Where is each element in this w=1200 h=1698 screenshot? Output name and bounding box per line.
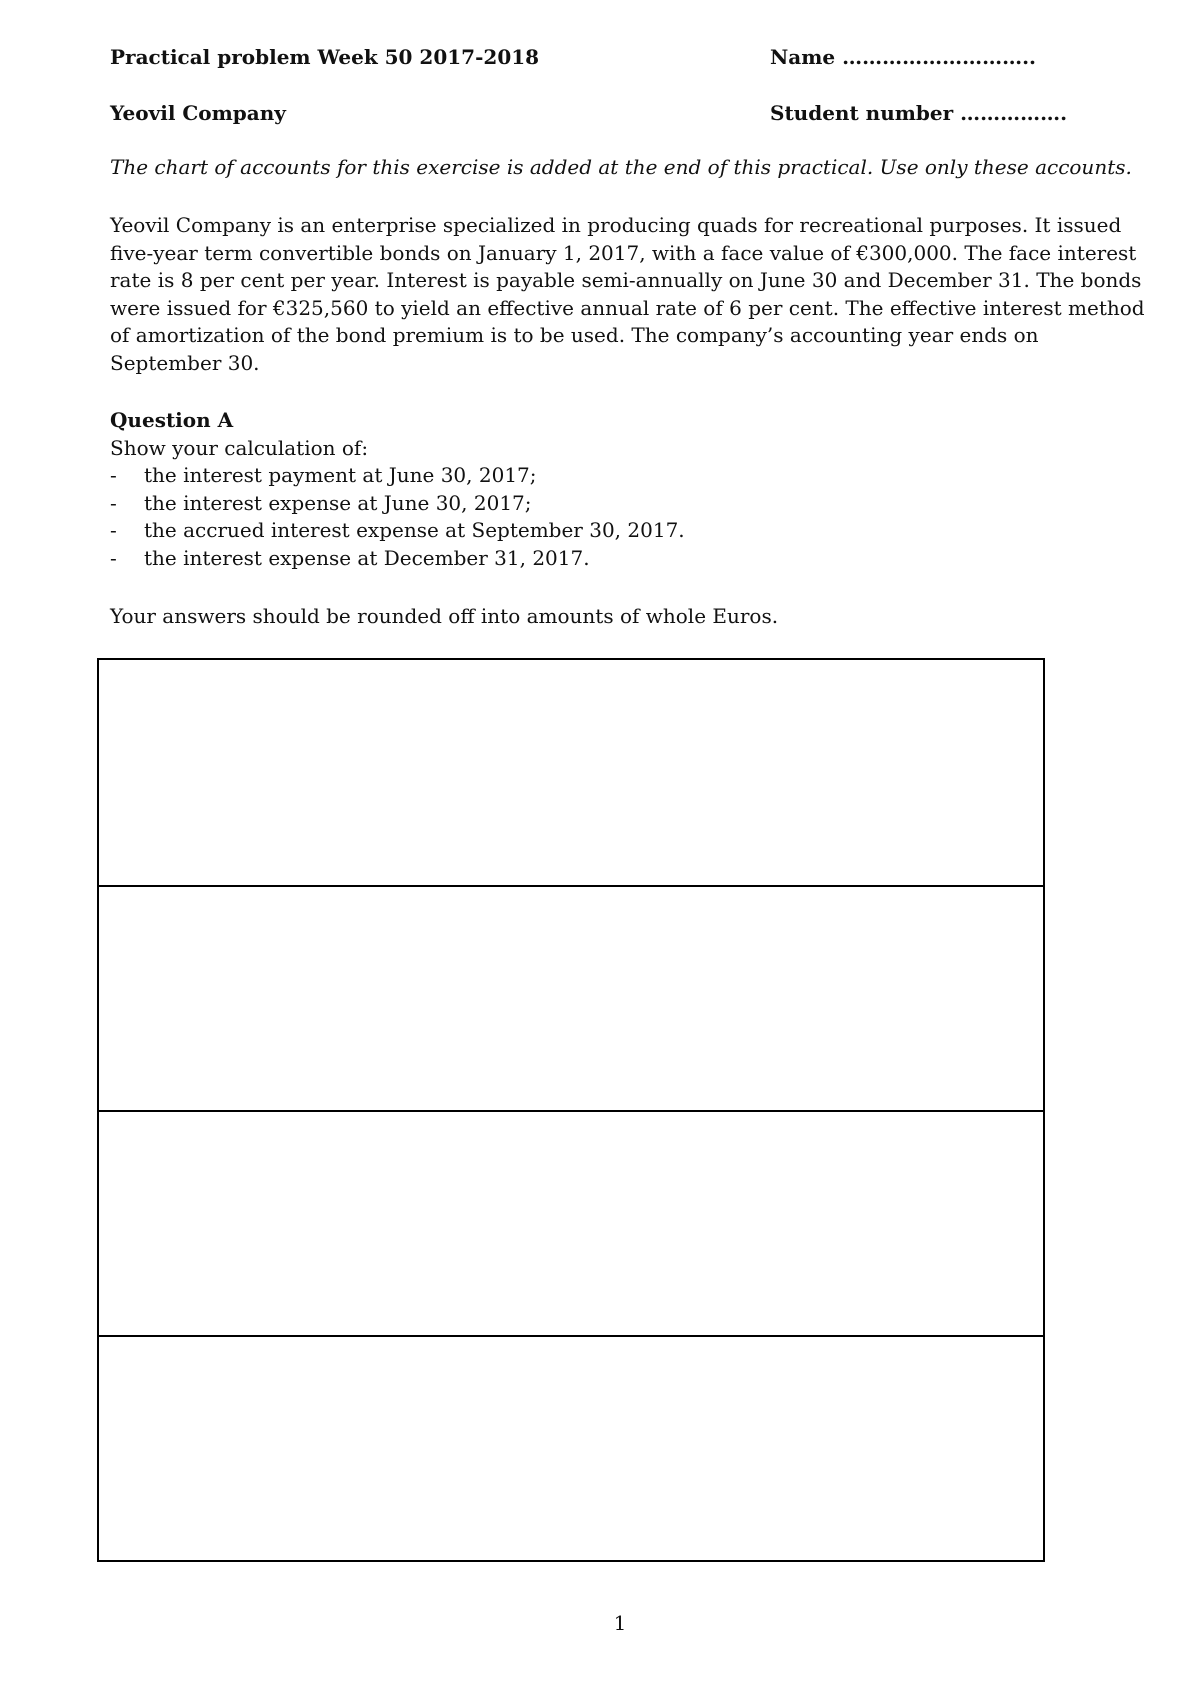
student-number-field-label: Student number ……………. xyxy=(770,101,1068,125)
company-name: Yeovil Company xyxy=(110,101,286,125)
list-item-text: the interest expense at December 31, 2017. xyxy=(144,545,590,570)
answer-box-3[interactable] xyxy=(99,1110,1043,1334)
rounding-instruction: Your answers should be rounded off into amounts of whole Euros. xyxy=(110,604,779,628)
name-field-label: Name ……………………….. xyxy=(770,45,1037,69)
list-item-text: the accrued interest expense at September 30, 2017. xyxy=(144,518,685,542)
chart-of-accounts-note: The chart of accounts for this exercise is added at the end of this practical. Use only these accounts. xyxy=(110,155,1132,179)
list-bullet: - xyxy=(110,490,117,515)
case-description-line: were issued for €325,560 to yield an effective annual rate of 6 per cent. The effective interest method xyxy=(110,295,1145,320)
question-a-list xyxy=(110,462,685,572)
answer-box-4[interactable] xyxy=(99,1335,1043,1560)
question-a-section xyxy=(110,407,685,572)
page-number: 1 xyxy=(613,1611,627,1635)
list-item xyxy=(110,462,685,490)
list-bullet: - xyxy=(110,463,117,487)
list-bullet: - xyxy=(110,518,117,542)
case-description xyxy=(110,212,1145,377)
answer-box-1[interactable] xyxy=(99,660,1043,884)
list-item-text: the interest expense at June 30, 2017; xyxy=(144,490,532,515)
question-a-title: Question A xyxy=(110,408,234,432)
document-title: Practical problem Week 50 2017-2018 xyxy=(110,45,540,69)
case-description-line: Yeovil Company is an enterprise specialized in producing quads for recreational purposes. It issued xyxy=(110,213,1122,237)
question-a-prompt: Show your calculation of: xyxy=(110,435,369,460)
case-description-line: September 30. xyxy=(110,350,260,375)
case-description-line: rate is 8 per cent per year. Interest is payable semi-annually on June 30 and December 31. The bonds xyxy=(110,268,1142,292)
answer-box-2[interactable] xyxy=(99,885,1043,1109)
list-item xyxy=(110,490,685,518)
case-description-line: of amortization of the bond premium is to be used. The company’s accounting year ends on xyxy=(110,323,1039,347)
list-item-text: the interest payment at June 30, 2017; xyxy=(144,463,537,487)
list-bullet: - xyxy=(110,545,117,570)
case-description-line: five-year term convertible bonds on January 1, 2017, with a face value of €300,000. The face interest xyxy=(110,240,1137,265)
answer-boxes xyxy=(97,658,1045,1562)
list-item xyxy=(110,545,685,573)
list-item xyxy=(110,517,685,545)
